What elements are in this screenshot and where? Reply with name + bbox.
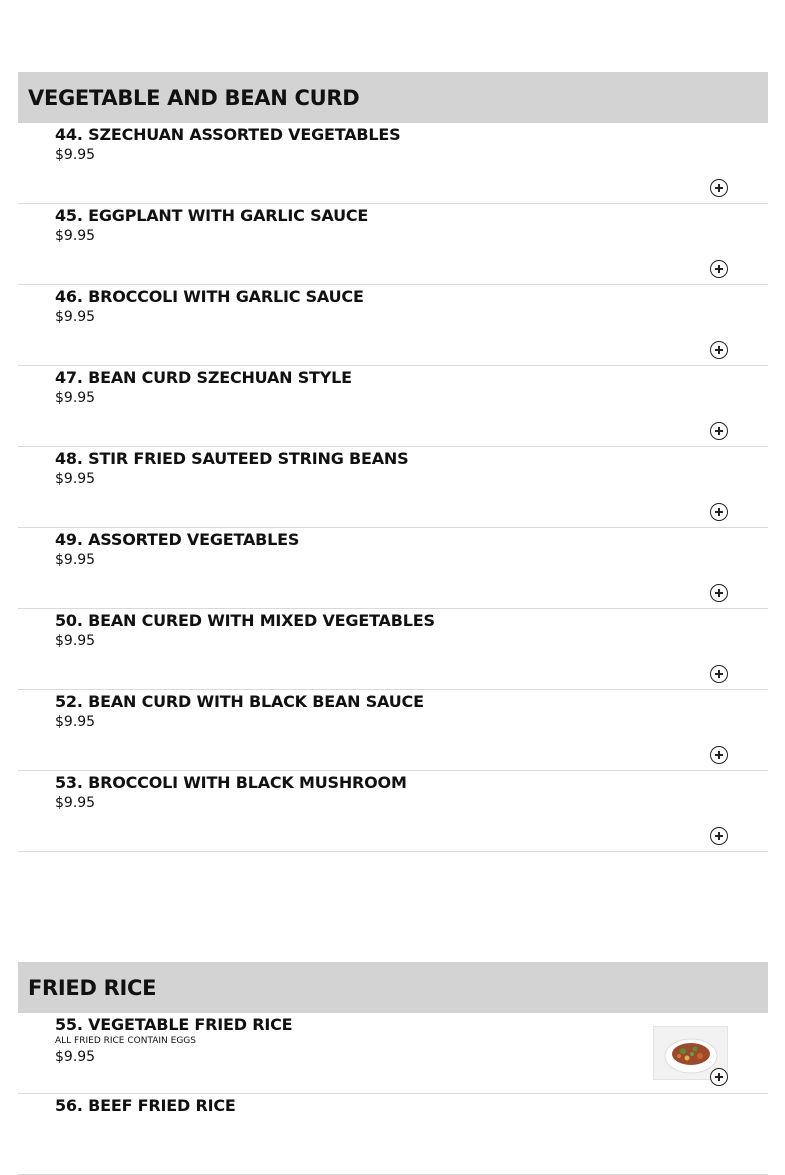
menu-section-vegetable-bean-curd — [18, 72, 768, 852]
item-price: $9.95 — [55, 795, 96, 811]
menu-item[interactable] — [18, 204, 768, 285]
add-item-button[interactable] — [710, 665, 728, 683]
menu-item[interactable] — [18, 285, 768, 366]
section-title: VEGETABLE AND BEAN CURD — [28, 85, 360, 110]
add-item-button[interactable] — [710, 746, 728, 764]
item-name: 44. SZECHUAN ASSORTED VEGETABLES — [55, 125, 401, 144]
menu-item[interactable] — [18, 528, 768, 609]
item-price: $9.95 — [55, 552, 96, 568]
section-header — [18, 72, 768, 123]
menu-item[interactable] — [18, 609, 768, 690]
item-price: $9.95 — [55, 228, 96, 244]
item-name: 47. BEAN CURD SZECHUAN STYLE — [55, 368, 352, 387]
menu-item[interactable] — [18, 771, 768, 852]
item-note: ALL FRIED RICE CONTAIN EGGS — [55, 1036, 196, 1046]
section-header — [18, 962, 768, 1013]
item-price: $9.95 — [55, 714, 96, 730]
menu-item[interactable] — [18, 123, 768, 204]
item-name: 56. BEEF FRIED RICE — [55, 1096, 236, 1115]
menu-section-fried-rice — [18, 962, 768, 1175]
add-item-button[interactable] — [710, 341, 728, 359]
item-name: 49. ASSORTED VEGETABLES — [55, 530, 300, 549]
item-price: $9.95 — [55, 147, 96, 163]
add-item-button[interactable] — [710, 260, 728, 278]
item-name: 46. BROCCOLI WITH GARLIC SAUCE — [55, 287, 364, 306]
item-price: $9.95 — [55, 633, 96, 649]
menu-item[interactable] — [18, 366, 768, 447]
item-name: 53. BROCCOLI WITH BLACK MUSHROOM — [55, 773, 407, 792]
item-price: $9.95 — [55, 471, 96, 487]
section-title: FRIED RICE — [28, 975, 157, 1000]
add-item-button[interactable] — [710, 584, 728, 602]
menu-item[interactable] — [18, 690, 768, 771]
item-name: 55. VEGETABLE FRIED RICE — [55, 1015, 293, 1034]
add-item-button[interactable] — [710, 1068, 728, 1086]
item-price: $9.95 — [55, 309, 96, 325]
menu-item[interactable] — [18, 1013, 768, 1094]
add-item-button[interactable] — [710, 179, 728, 197]
item-name: 50. BEAN CURED WITH MIXED VEGETABLES — [55, 611, 435, 630]
add-item-button[interactable] — [710, 827, 728, 845]
menu-item[interactable] — [18, 447, 768, 528]
item-name: 48. STIR FRIED SAUTEED STRING BEANS — [55, 449, 409, 468]
item-price: $9.95 — [55, 390, 96, 406]
add-item-button[interactable] — [710, 422, 728, 440]
item-price: $9.95 — [55, 1049, 96, 1065]
item-name: 52. BEAN CURD WITH BLACK BEAN SAUCE — [55, 692, 424, 711]
add-item-button[interactable] — [710, 503, 728, 521]
menu-item[interactable] — [18, 1094, 768, 1175]
item-name: 45. EGGPLANT WITH GARLIC SAUCE — [55, 206, 369, 225]
